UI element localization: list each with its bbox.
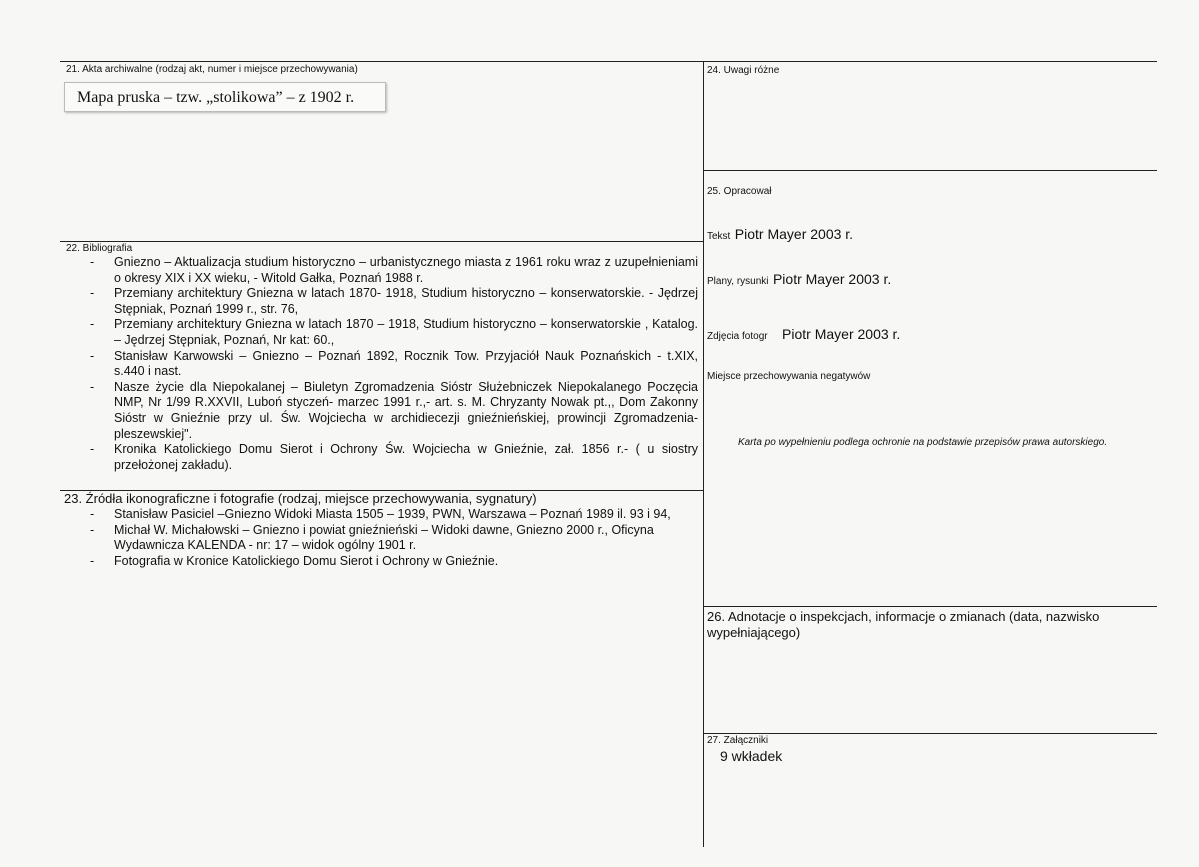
section-23-label: 23. Źródła ikonograficzne i fotografie (rodzaj, miejsce przechowywania, sygnatury) bbox=[64, 491, 537, 506]
section-21-label: 21. Akta archiwalne (rodzaj akt, numer i miejsce przechowywania) bbox=[66, 64, 358, 75]
list-item: - Przemiany architektury Gniezna w latach 1870 – 1918, Studium historyczno – konserwatorskie , Katalog. – Jędrzej Stępniak, Poznań, Nr kat: 60., bbox=[86, 317, 698, 348]
tekst-value: Piotr Mayer 2003 r. bbox=[734, 226, 854, 242]
section-22-label: 22. Bibliografia bbox=[66, 243, 133, 254]
top-border-left bbox=[60, 61, 703, 62]
divider-25 bbox=[703, 170, 1157, 171]
section-25-label: 25. Opracował bbox=[707, 186, 772, 197]
zdjecia-label: Zdjęcia fotogr bbox=[707, 331, 768, 342]
section-26-label: 26. Adnotacje o inspekcjach, informacje o zmianach (data, nazwisko wypełniającego) bbox=[707, 609, 1100, 640]
list-item: - Michał W. Michałowski – Gniezno i powiat gnieźnieński – Widoki dawne, Gniezno 2000 r., Oficyna Wydawnicza KALENDA - nr: 17 – widok ogólny 1901 r. bbox=[86, 523, 686, 554]
divider-22 bbox=[60, 241, 703, 242]
list-item: - Kronika Katolickiego Domu Sierot i Ochrony Św. Wojciecha w Gnieźnie, zał. 1856 r.- ( u siostry przełożonej zakładu). bbox=[86, 442, 698, 473]
list-item: - Stanisław Pasiciel –Gniezno Widoki Miasta 1505 – 1939, PWN, Warszawa – Poznań 1989 il. 93 i 94, bbox=[86, 507, 686, 523]
negatywy-label: Miejsce przechowywania negatywów bbox=[707, 371, 871, 382]
top-border-right bbox=[703, 61, 1157, 62]
tekst-row bbox=[707, 226, 853, 244]
zdjecia-row bbox=[707, 326, 900, 344]
list-item: - Stanisław Karwowski – Gniezno – Poznań 1892, Rocznik Tow. Przyjaciół Nauk Poznańskich - t.XIX, s.440 i nast. bbox=[86, 349, 698, 380]
section-21-value-stamp: Mapa pruska – tzw. „stolikowa” – z 1902 r. bbox=[64, 82, 386, 112]
list-item: - Przemiany architektury Gniezna w latach 1870- 1918, Studium historyczno – konserwatorskie. - Jędrzej Stępniak, Poznań 1999 r., str. 76, bbox=[86, 286, 698, 317]
list-item: - Gniezno – Aktualizacja studium historyczno – urbanistycznego miasta z 1961 roku wraz z uzupełnieniami o okresy XIX i XX wieku, - Witold Gałka, Poznań 1988 r. bbox=[86, 255, 698, 286]
plany-value: Piotr Mayer 2003 r. bbox=[772, 271, 892, 287]
iconography-list bbox=[86, 507, 686, 569]
section-27-value: 9 wkładek bbox=[720, 748, 783, 764]
divider-27 bbox=[703, 733, 1157, 734]
copyright-note: Karta po wypełnieniu podlega ochronie na podstawie przepisów prawa autorskiego. bbox=[738, 437, 1108, 448]
list-item: - Nasze życie dla Niepokalanej – Biuletyn Zgromadzenia Sióstr Służebniczek Niepokalanego Poczęcia NMP, Nr 1/99 R.XXVII, Luboń styczeń- marzec 1991 r.,- art. s. M. Chryzanty Nowak pt.,, Dom Zakonny Sióstr w Gnieźnie przy ul. Św. Wojciecha w archidiecezji gnieźnieńskiej, prowincji Zgromadzenia- pleszewskiej". bbox=[86, 380, 698, 442]
zdjecia-value: Piotr Mayer 2003 r. bbox=[782, 326, 901, 342]
plany-row bbox=[707, 271, 891, 289]
list-item: - Fotografia w Kronice Katolickiego Domu Sierot i Ochrony w Gnieźnie. bbox=[86, 554, 686, 570]
center-divider bbox=[703, 61, 704, 847]
divider-26 bbox=[703, 606, 1157, 607]
tekst-label: Tekst bbox=[707, 231, 731, 242]
bibliography-list bbox=[86, 255, 698, 473]
plany-label: Plany, rysunki bbox=[707, 276, 769, 287]
section-24-label: 24. Uwagi różne bbox=[707, 65, 780, 76]
section-27-label: 27. Załączniki bbox=[707, 735, 769, 746]
